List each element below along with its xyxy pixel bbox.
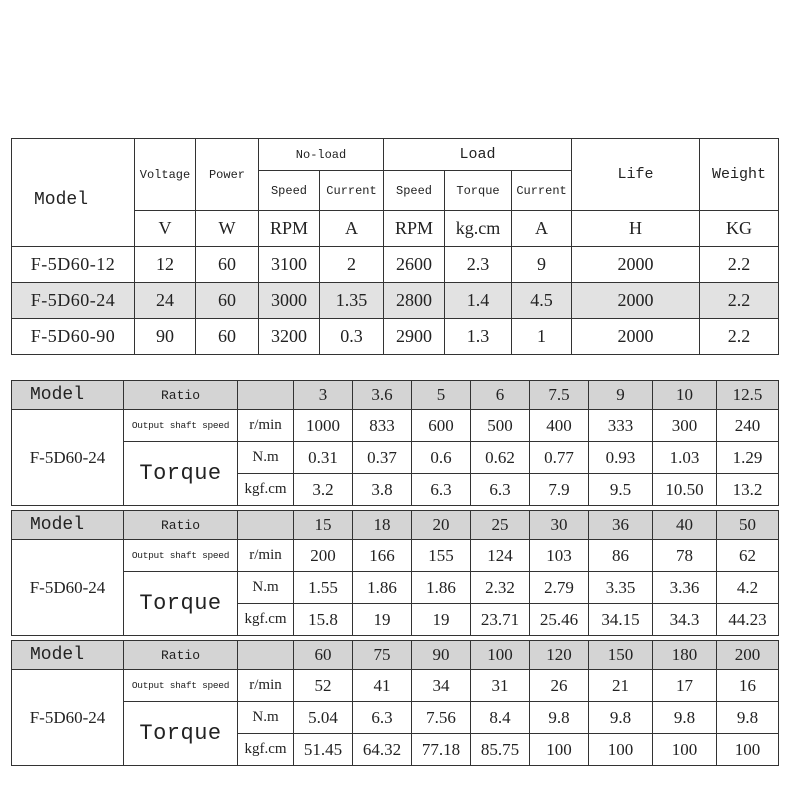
unit-cell: A <box>320 211 384 247</box>
torque-kgf-value: 77.18 <box>412 734 471 766</box>
torque-kgf-value: 100 <box>717 734 779 766</box>
torque-nm-value: 9.8 <box>589 702 653 734</box>
output-shaft-speed-label: Output shaft speed <box>124 670 238 702</box>
torque-kgf-value: 34.3 <box>653 604 717 636</box>
model-cell: F-5D60-24 <box>12 410 124 506</box>
ratio-value: 200 <box>717 641 779 670</box>
load-current-cell: 4.5 <box>512 283 572 319</box>
speed-value: 600 <box>412 410 471 442</box>
torque-nm-value: 3.36 <box>653 572 717 604</box>
torque-nm-value: 5.04 <box>294 702 353 734</box>
speed-value: 34 <box>412 670 471 702</box>
ratio-value: 100 <box>471 641 530 670</box>
blank-header <box>238 641 294 670</box>
speed-value: 103 <box>530 540 589 572</box>
voltage-header: Voltage <box>135 139 196 211</box>
speed-value: 155 <box>412 540 471 572</box>
torque-nm-value: 0.62 <box>471 442 530 474</box>
speed-value: 1000 <box>294 410 353 442</box>
speed-value: 16 <box>717 670 779 702</box>
motor-spec-table <box>11 138 779 355</box>
torque-kgf-value: 100 <box>530 734 589 766</box>
unit-cell: RPM <box>259 211 320 247</box>
unit-cell: V <box>135 211 196 247</box>
speed-value: 166 <box>353 540 412 572</box>
life-cell: 2000 <box>572 319 700 355</box>
torque-nm-value: 4.2 <box>717 572 779 604</box>
unit-speed: r/min <box>238 540 294 572</box>
no-load-current-cell: 0.3 <box>320 319 384 355</box>
torque-kgf-value: 100 <box>653 734 717 766</box>
torque-kgf-value: 19 <box>353 604 412 636</box>
torque-nm-value: 6.3 <box>353 702 412 734</box>
ratio-header: Ratio <box>124 511 238 540</box>
load-torque-cell: 1.4 <box>445 283 512 319</box>
ratio-value: 9 <box>589 381 653 410</box>
ratio-value: 36 <box>589 511 653 540</box>
unit-speed: r/min <box>238 670 294 702</box>
weight-cell: 2.2 <box>700 319 779 355</box>
no-load-header: No-load <box>259 139 384 171</box>
ratio-value: 7.5 <box>530 381 589 410</box>
torque-nm-value: 9.8 <box>653 702 717 734</box>
load-torque-cell: 2.3 <box>445 247 512 283</box>
torque-nm-value: 0.37 <box>353 442 412 474</box>
model-header: Model <box>12 381 124 410</box>
ratio-value: 50 <box>717 511 779 540</box>
voltage-cell: 24 <box>135 283 196 319</box>
ratio-value: 15 <box>294 511 353 540</box>
ratio-value: 60 <box>294 641 353 670</box>
torque-kgf-value: 44.23 <box>717 604 779 636</box>
ratio-header: Ratio <box>124 381 238 410</box>
torque-kgf-value: 3.2 <box>294 474 353 506</box>
torque-kgf-value: 7.9 <box>530 474 589 506</box>
blank-header <box>238 511 294 540</box>
torque-nm-value: 1.03 <box>653 442 717 474</box>
weight-cell: 2.2 <box>700 247 779 283</box>
speed-value: 86 <box>589 540 653 572</box>
power-cell: 60 <box>196 247 259 283</box>
torque-kgf-value: 23.71 <box>471 604 530 636</box>
ratio-value: 20 <box>412 511 471 540</box>
unit-nm: N.m <box>238 442 294 474</box>
speed-value: 333 <box>589 410 653 442</box>
model-cell: F-5D60-12 <box>12 247 135 283</box>
unit-kgf: kgf.cm <box>238 474 294 506</box>
torque-nm-value: 1.29 <box>717 442 779 474</box>
no-load-speed-cell: 3200 <box>259 319 320 355</box>
unit-nm: N.m <box>238 702 294 734</box>
speed-value: 833 <box>353 410 412 442</box>
ratio-value: 30 <box>530 511 589 540</box>
speed-row <box>12 540 779 572</box>
ratio-value: 3.6 <box>353 381 412 410</box>
torque-kgf-value: 25.46 <box>530 604 589 636</box>
torque-kgf-value: 85.75 <box>471 734 530 766</box>
torque-nm-value: 1.86 <box>353 572 412 604</box>
torque-nm-value: 3.35 <box>589 572 653 604</box>
torque-nm-value: 1.86 <box>412 572 471 604</box>
table-row <box>12 247 779 283</box>
torque-kgf-value: 3.8 <box>353 474 412 506</box>
torque-nm-value: 0.31 <box>294 442 353 474</box>
torque-nm-value: 8.4 <box>471 702 530 734</box>
speed-value: 400 <box>530 410 589 442</box>
unit-kgf: kgf.cm <box>238 604 294 636</box>
output-shaft-speed-label: Output shaft speed <box>124 540 238 572</box>
no-load-speed-cell: 3100 <box>259 247 320 283</box>
ratio-value: 120 <box>530 641 589 670</box>
torque-nm-value: 9.8 <box>530 702 589 734</box>
ratio-value: 10 <box>653 381 717 410</box>
speed-value: 62 <box>717 540 779 572</box>
unit-nm: N.m <box>238 572 294 604</box>
speed-row <box>12 670 779 702</box>
model-header: Model <box>12 139 135 247</box>
ratio-value: 25 <box>471 511 530 540</box>
weight-header: Weight <box>700 139 779 211</box>
speed-value: 300 <box>653 410 717 442</box>
speed-value: 21 <box>589 670 653 702</box>
torque-nm-row <box>12 702 779 734</box>
ratio-value: 5 <box>412 381 471 410</box>
model-cell: F-5D60-24 <box>12 670 124 766</box>
unit-cell: KG <box>700 211 779 247</box>
life-header: Life <box>572 139 700 211</box>
speed-value: 200 <box>294 540 353 572</box>
power-cell: 60 <box>196 319 259 355</box>
model-cell: F-5D60-24 <box>12 540 124 636</box>
power-cell: 60 <box>196 283 259 319</box>
torque-nm-value: 2.79 <box>530 572 589 604</box>
load-torque-cell: 1.3 <box>445 319 512 355</box>
ratio-value: 12.5 <box>717 381 779 410</box>
unit-cell: W <box>196 211 259 247</box>
torque-kgf-value: 10.50 <box>653 474 717 506</box>
load-torque-header: Torque <box>445 171 512 211</box>
unit-cell: kg.cm <box>445 211 512 247</box>
torque-kgf-value: 19 <box>412 604 471 636</box>
unit-kgf: kgf.cm <box>238 734 294 766</box>
weight-cell: 2.2 <box>700 283 779 319</box>
ratio-value: 150 <box>589 641 653 670</box>
table-row <box>12 319 779 355</box>
output-shaft-speed-label: Output shaft speed <box>124 410 238 442</box>
life-cell: 2000 <box>572 283 700 319</box>
torque-label: Torque <box>124 442 238 506</box>
load-current-header: Current <box>512 171 572 211</box>
torque-label: Torque <box>124 572 238 636</box>
torque-nm-row <box>12 572 779 604</box>
blank-header <box>238 381 294 410</box>
model-header: Model <box>12 641 124 670</box>
torque-nm-value: 1.55 <box>294 572 353 604</box>
power-header: Power <box>196 139 259 211</box>
load-speed-cell: 2800 <box>384 283 445 319</box>
torque-kgf-value: 100 <box>589 734 653 766</box>
load-speed-header: Speed <box>384 171 445 211</box>
torque-nm-value: 0.6 <box>412 442 471 474</box>
model-cell: F-5D60-90 <box>12 319 135 355</box>
no-load-speed-cell: 3000 <box>259 283 320 319</box>
ratio-value: 75 <box>353 641 412 670</box>
speed-value: 78 <box>653 540 717 572</box>
speed-value: 124 <box>471 540 530 572</box>
unit-cell: H <box>572 211 700 247</box>
ratio-value: 3 <box>294 381 353 410</box>
load-current-cell: 9 <box>512 247 572 283</box>
model-cell: F-5D60-24 <box>12 283 135 319</box>
speed-value: 240 <box>717 410 779 442</box>
unit-cell: RPM <box>384 211 445 247</box>
torque-kgf-value: 6.3 <box>471 474 530 506</box>
table-row <box>12 283 779 319</box>
torque-nm-row <box>12 442 779 474</box>
ratio-header-row <box>12 381 779 410</box>
life-cell: 2000 <box>572 247 700 283</box>
torque-nm-value: 9.8 <box>717 702 779 734</box>
unit-speed: r/min <box>238 410 294 442</box>
speed-value: 41 <box>353 670 412 702</box>
torque-kgf-value: 34.15 <box>589 604 653 636</box>
voltage-cell: 90 <box>135 319 196 355</box>
speed-value: 500 <box>471 410 530 442</box>
load-header: Load <box>384 139 572 171</box>
speed-value: 17 <box>653 670 717 702</box>
load-current-cell: 1 <box>512 319 572 355</box>
speed-value: 52 <box>294 670 353 702</box>
ratio-value: 18 <box>353 511 412 540</box>
speed-row <box>12 410 779 442</box>
torque-kgf-value: 64.32 <box>353 734 412 766</box>
model-header: Model <box>12 511 124 540</box>
torque-kgf-value: 9.5 <box>589 474 653 506</box>
ratio-value: 6 <box>471 381 530 410</box>
torque-nm-value: 7.56 <box>412 702 471 734</box>
load-speed-cell: 2600 <box>384 247 445 283</box>
load-speed-cell: 2900 <box>384 319 445 355</box>
speed-value: 26 <box>530 670 589 702</box>
ratio-header: Ratio <box>124 641 238 670</box>
torque-nm-value: 2.32 <box>471 572 530 604</box>
torque-nm-value: 0.93 <box>589 442 653 474</box>
ratio-value: 180 <box>653 641 717 670</box>
unit-cell: A <box>512 211 572 247</box>
speed-value: 31 <box>471 670 530 702</box>
torque-kgf-value: 15.8 <box>294 604 353 636</box>
torque-kgf-value: 13.2 <box>717 474 779 506</box>
torque-label: Torque <box>124 702 238 766</box>
no-load-current-header: Current <box>320 171 384 211</box>
torque-kgf-value: 6.3 <box>412 474 471 506</box>
ratio-header-row <box>12 511 779 540</box>
voltage-cell: 12 <box>135 247 196 283</box>
torque-nm-value: 0.77 <box>530 442 589 474</box>
ratio-value: 90 <box>412 641 471 670</box>
ratio-value: 40 <box>653 511 717 540</box>
no-load-speed-header: Speed <box>259 171 320 211</box>
no-load-current-cell: 1.35 <box>320 283 384 319</box>
ratio-header-row <box>12 641 779 670</box>
torque-kgf-value: 51.45 <box>294 734 353 766</box>
gear-ratio-table <box>11 380 779 766</box>
no-load-current-cell: 2 <box>320 247 384 283</box>
